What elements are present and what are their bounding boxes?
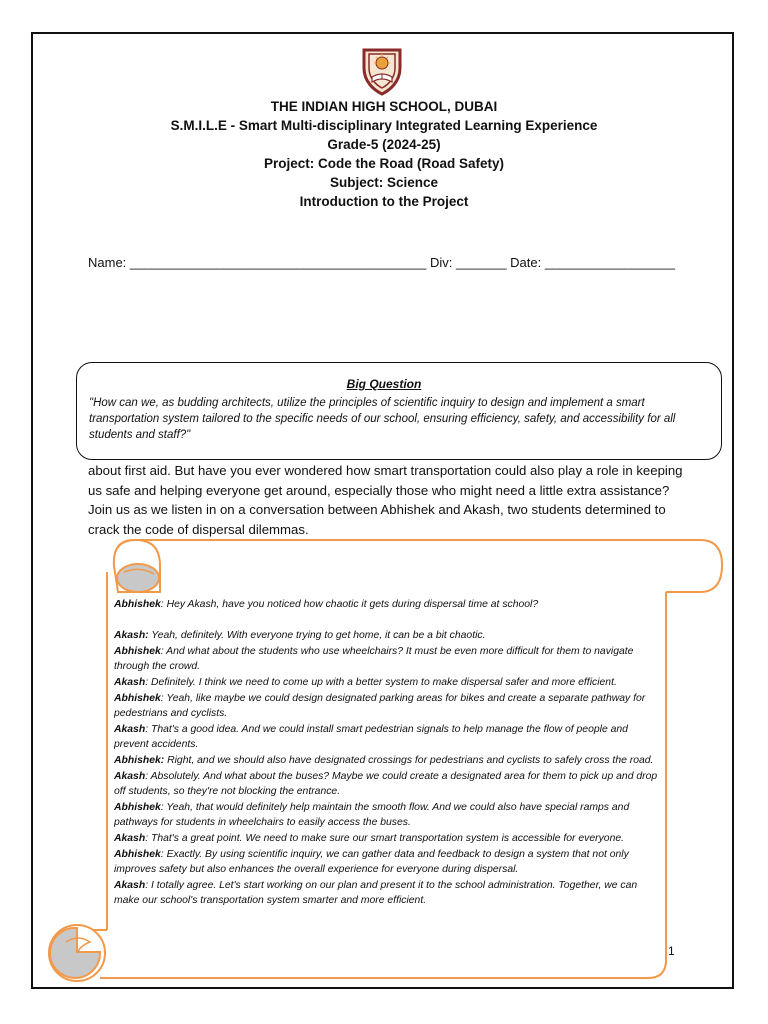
big-question-text: "How can we, as budding architects, utilize the principles of scientific inquiry to design and implement a smart transportation system tailored to the specific needs of our school, ensuring efficiency, safety, and accessibility for all students and staff?" [89,397,676,441]
dialogue-line: Akash: I totally agree. Let's start working on our plan and present it to the school administration. Together, we can make our school's transportation system smarter and more efficient. [114,879,638,907]
dialogue-line: Abhishek: Yeah, like maybe we could design designated parking areas for bikes and create a separate pathway for pedestrians and cyclists. [114,692,646,720]
dialogue-line: Akash: Yeah, definitely. With everyone trying to get home, it can be a bit chaotic. [114,630,486,642]
grade-line: Grade-5 (2024-25) [327,137,441,152]
dialogue-line: Akash: Absolutely. And what about the buses? Maybe we could create a designated area for them to pick up and drop off students, so they're not blocking the entrance. [114,770,658,798]
project-line: Project: Code the Road (Road Safety) [263,156,505,171]
dialogue-line: Akash: That's a great point. We need to make sure our smart transportation system is accessible for everyone. [114,832,625,844]
school-crest-logo [356,44,408,96]
dialogue-text [114,597,662,953]
dialogue-line: Abhishek: Exactly. By using scientific inquiry, we can gather data and feedback to design a system that not only improves safety but also enhances the overall experience for everyone during dispersal. [114,848,629,876]
page-number: 1 [668,944,675,958]
document-header [0,97,768,211]
intro-paragraph: about first aid. But have you ever wondered how smart transportation could also play a role in keeping us safe and helping everyone get around, especially those who might need a little extra assistance? Join us as we listen in on a conversation between Abhishek and Akash, two students determined to crack the code of dispersal dilemmas. [88,463,683,537]
intro-title: Introduction to the Project [299,194,469,209]
dialogue-line: Akash: That's a good idea. And we could install smart pedestrian signals to help manage the flow of people and prevent accidents. [114,723,628,751]
program-name: S.M.I.L.E - Smart Multi-disciplinary Integrated Learning Experience [170,118,598,133]
dialogue-line: Abhishek: Yeah, that would definitely help maintain the smooth flow. And we could also have special ramps and pathways for students in wheelchairs to easily access the buses. [114,801,630,829]
dialogue-line: Akash: Definitely. I think we need to come up with a better system to make dispersal safer and more efficient. [114,676,617,688]
subject-line: Subject: Science [329,175,439,190]
school-name: THE INDIAN HIGH SCHOOL, DUBAI [270,99,498,114]
student-info-fields: Name: _________________________________________ Div: _______ Date: __________________ [88,255,675,270]
dialogue-line: Abhishek: And what about the students who use wheelchairs? It must be even more difficult for them to navigate through the crowd. [114,645,634,673]
dialogue-line: Abhishek: Right, and we should also have designated crossings for pedestrians and cyclists to safely cross the road. [114,754,654,766]
dialogue-line: Abhishek: Hey Akash, have you noticed how chaotic it gets during dispersal time at school? [114,599,539,610]
big-question-title: Big Question [346,377,422,391]
